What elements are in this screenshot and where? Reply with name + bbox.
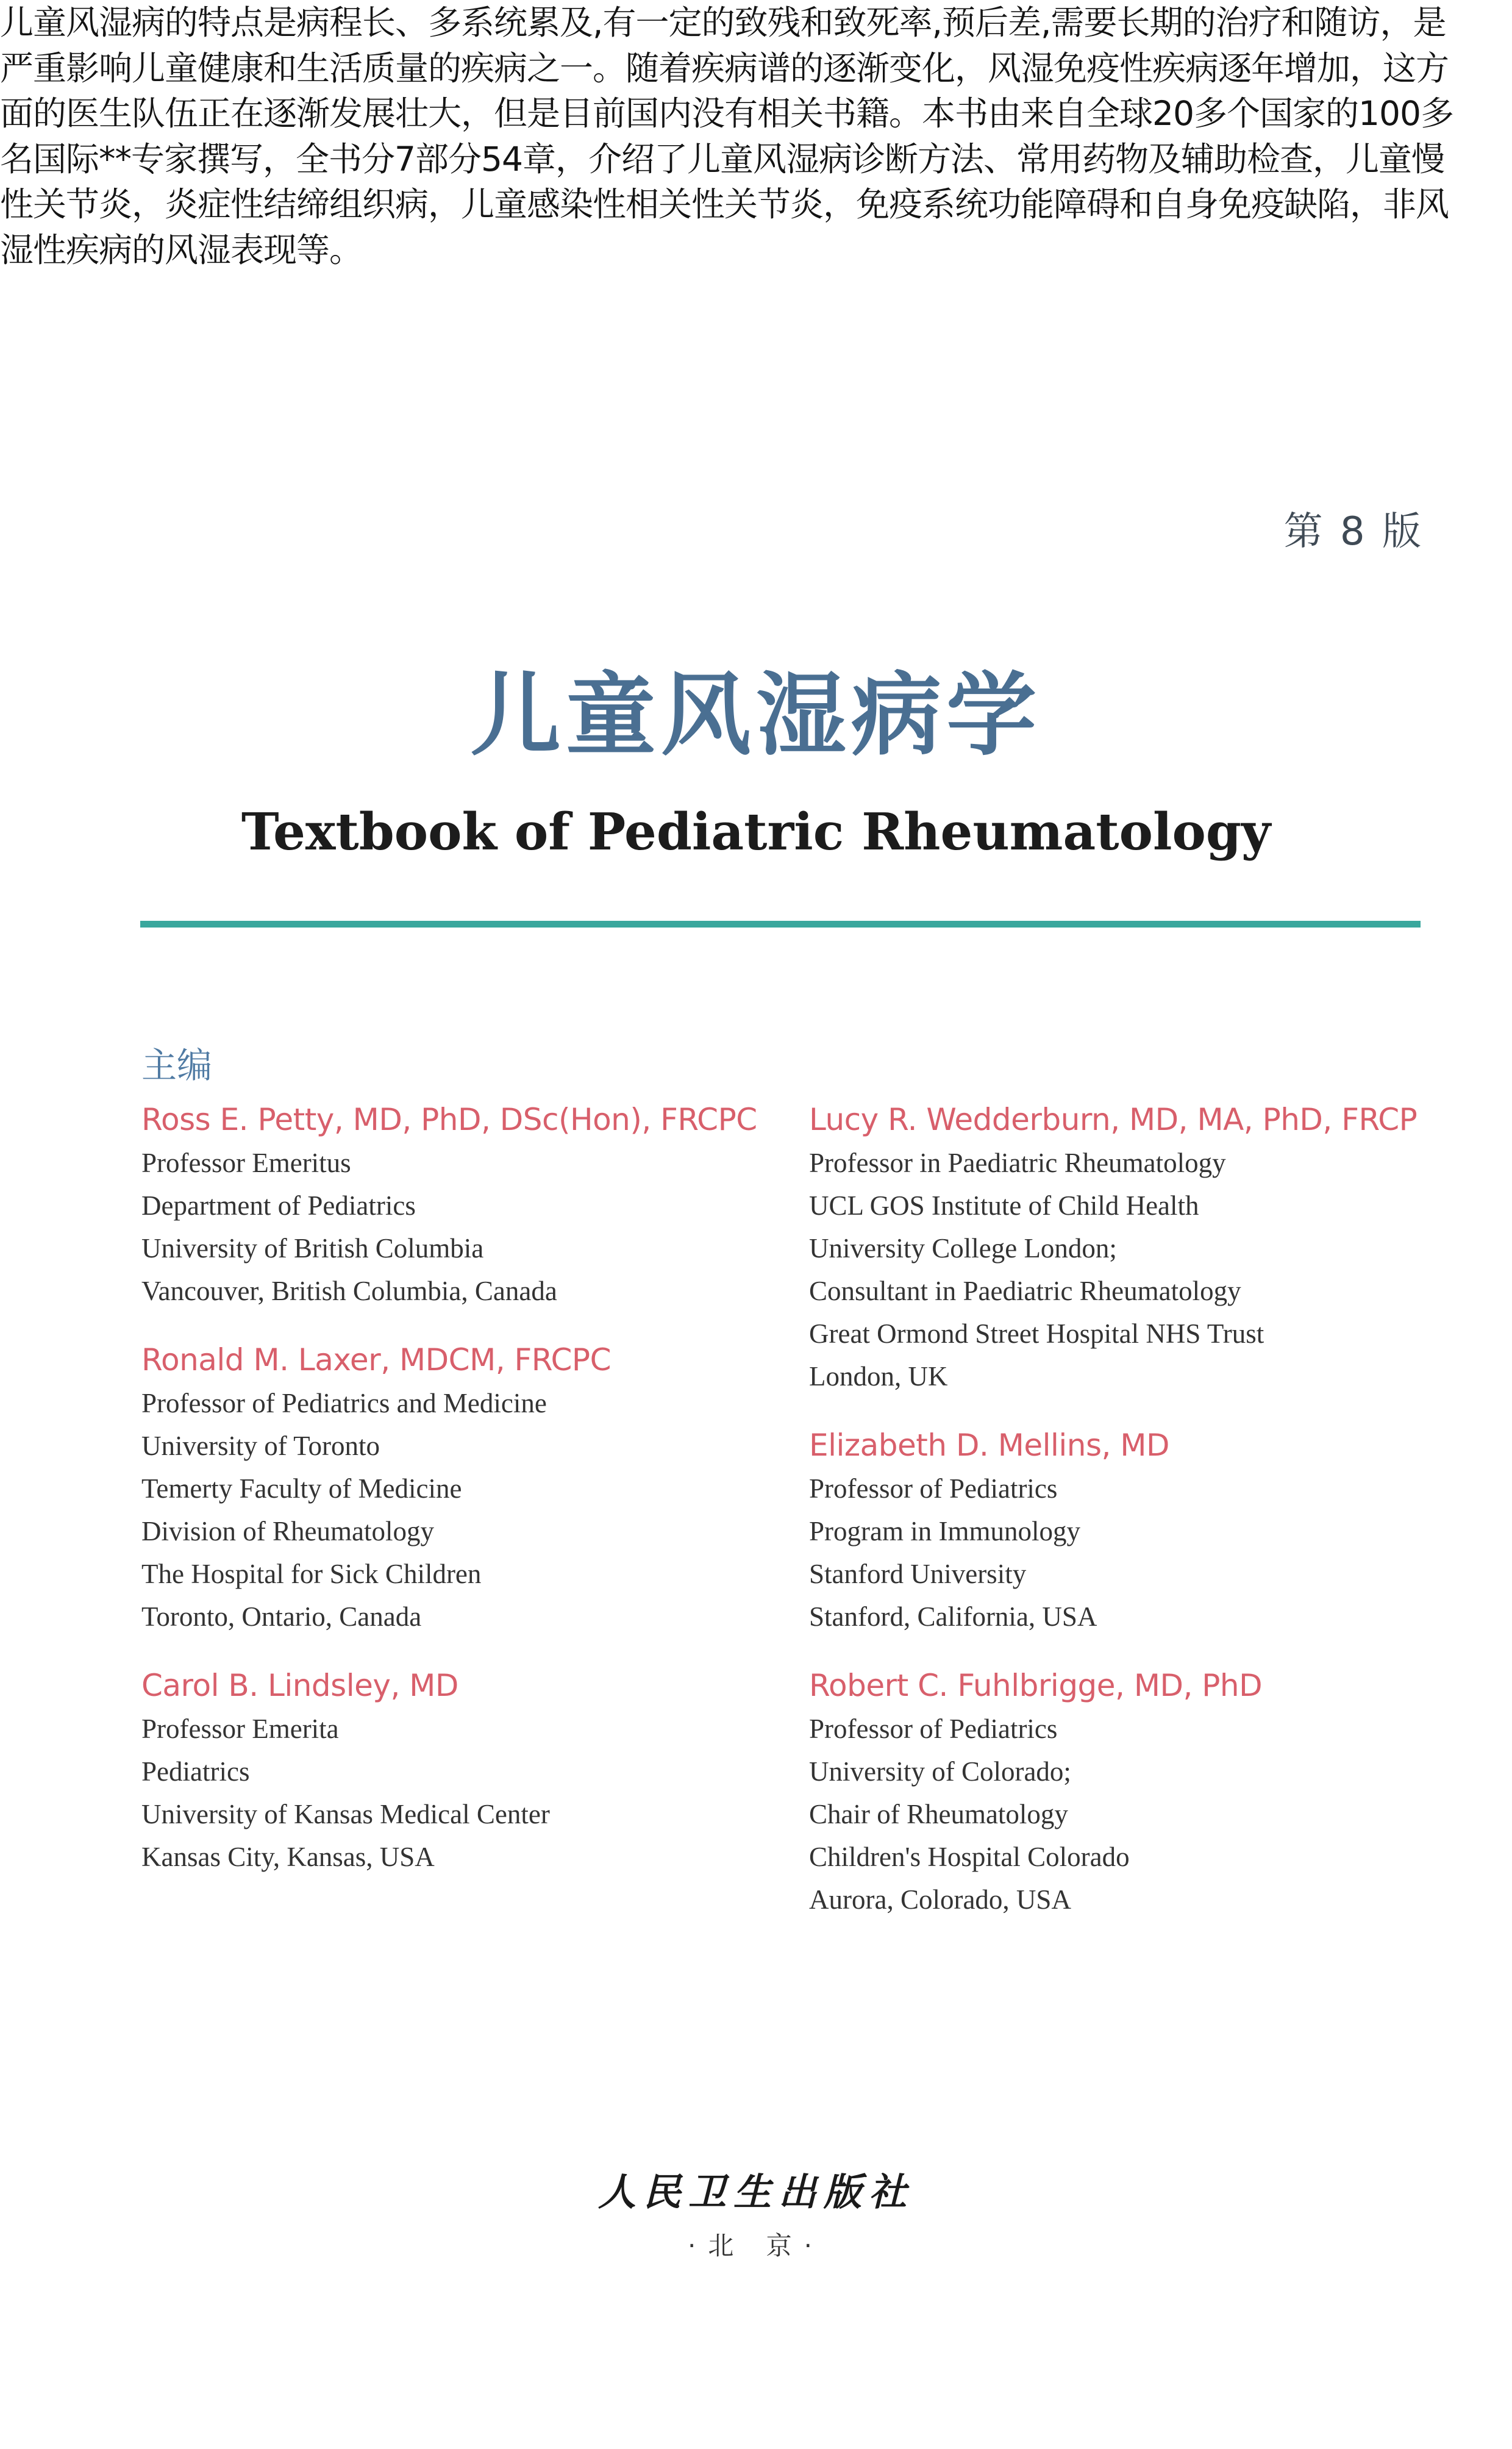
editor-affiliation: University College London; (809, 1233, 1117, 1264)
editor-entry (809, 1423, 1480, 1638)
editor-name: Carol B. Lindsley, MD (141, 1668, 458, 1703)
intro-paragraph: 儿童风湿病的特点是病程长、多系统累及,有一定的致残和致死率,预后差,需要长期的治疗和随访，是严重影响儿童健康和生活质量的疾病之一。随着疾病谱的逐渐变化，风湿免疫性疾病逐年增加，这方面的医生队伍正在逐渐发展壮大，但是目前国内没有相关书籍。本书由来自全球20多个国家的100多名国际**专家撰写，全书分7部分54章，介绍了儿童风湿病诊断方法、常用药物及辅助检查，儿童慢性关节炎，炎症性结缔组织病，儿童感染性相关性关节炎，免疫系统功能障碍和自身免疫缺陷，非风湿性疾病的风湿表现等。 (0, 3, 1453, 270)
editor-affiliation: Pediatrics (141, 1756, 250, 1787)
editor-affiliation: Department of Pediatrics (141, 1190, 416, 1221)
editor-affiliation: Stanford University (809, 1559, 1027, 1589)
editor-affiliation: Professor of Pediatrics (809, 1714, 1058, 1744)
editor-affiliation: Stanford, California, USA (809, 1601, 1097, 1632)
editor-name: Ross E. Petty, MD, PhD, DSc(Hon), FRCPC (141, 1102, 757, 1137)
editor-affiliation: Aurora, Colorado, USA (809, 1884, 1071, 1915)
editor-affiliation: Consultant in Paediatric Rheumatology (809, 1276, 1241, 1306)
editor-affiliation: UCL GOS Institute of Child Health (809, 1190, 1199, 1221)
editor-affiliation: Children's Hospital Colorado (809, 1842, 1130, 1872)
editors-right-column (809, 1098, 1480, 1947)
editor-entry (809, 1664, 1480, 1921)
editor-affiliation: University of British Columbia (141, 1233, 484, 1264)
editor-affiliation: Professor Emerita (141, 1714, 339, 1744)
editor-affiliation: Professor of Pediatrics and Medicine (141, 1388, 547, 1418)
chinese-title: 儿童风湿病学 (471, 663, 1041, 768)
edition-label: 第 8 版 (1283, 509, 1424, 554)
publisher-name: 人民卫生出版社 (597, 2170, 914, 2214)
title-divider (140, 921, 1421, 928)
editor-affiliation: University of Toronto (141, 1431, 380, 1461)
editor-name: Ronald M. Laxer, MDCM, FRCPC (141, 1342, 611, 1378)
editor-affiliation: University of Colorado; (809, 1756, 1071, 1787)
editor-affiliation: Temerty Faculty of Medicine (141, 1473, 462, 1504)
editor-affiliation: Professor in Paediatric Rheumatology (809, 1148, 1226, 1178)
editor-name: Lucy R. Wedderburn, MD, MA, PhD, FRCP (809, 1102, 1417, 1137)
editor-entry (809, 1098, 1480, 1398)
editor-affiliation: Vancouver, British Columbia, Canada (141, 1276, 557, 1306)
editor-affiliation: Chair of Rheumatology (809, 1799, 1068, 1829)
english-title: Textbook of Pediatric Rheumatology (241, 802, 1271, 862)
editor-affiliation: Professor Emeritus (141, 1148, 351, 1178)
editor-affiliation: Great Ormond Street Hospital NHS Trust (809, 1318, 1264, 1349)
editor-entry (141, 1338, 782, 1638)
publisher-city: ·北 京· (687, 2231, 825, 2261)
editor-name: Elizabeth D. Mellins, MD (809, 1428, 1169, 1463)
editor-affiliation: London, UK (809, 1361, 948, 1392)
editor-affiliation: Professor of Pediatrics (809, 1473, 1058, 1504)
editor-name: Robert C. Fuhlbrigge, MD, PhD (809, 1668, 1263, 1703)
editor-affiliation: Division of Rheumatology (141, 1516, 434, 1546)
editor-entry (141, 1664, 782, 1878)
editor-affiliation: Kansas City, Kansas, USA (141, 1842, 435, 1872)
editors-heading: 主编 (141, 1045, 213, 1086)
editor-affiliation: University of Kansas Medical Center (141, 1799, 550, 1829)
editor-entry (141, 1098, 782, 1312)
editor-affiliation: Toronto, Ontario, Canada (141, 1601, 422, 1632)
editor-affiliation: The Hospital for Sick Children (141, 1559, 482, 1589)
editors-left-column (141, 1098, 782, 1904)
editor-affiliation: Program in Immunology (809, 1516, 1080, 1546)
